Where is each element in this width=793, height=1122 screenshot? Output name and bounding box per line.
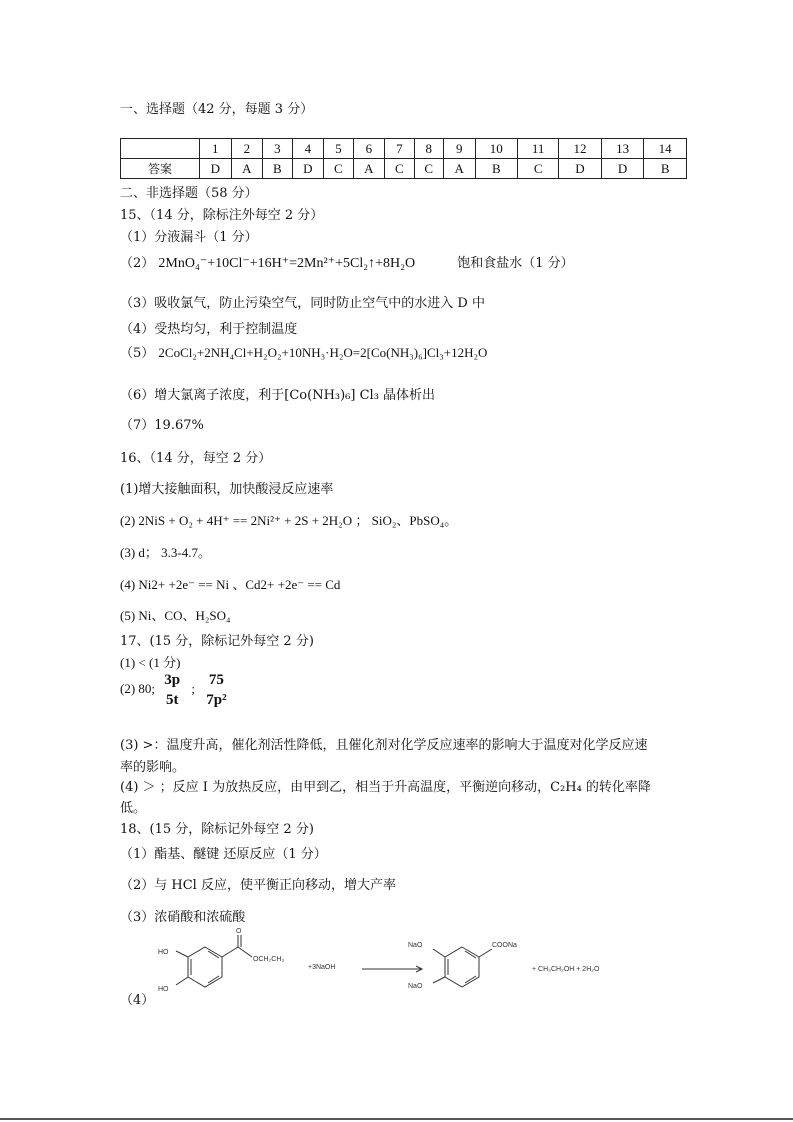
table-answer-cell: B xyxy=(475,159,518,179)
q16-answer-1: (1)增大接触面积，加快酸浸反应速率 xyxy=(120,482,334,497)
table-corner-cell xyxy=(121,139,200,159)
table-answer-cell: B xyxy=(263,159,292,179)
table-answer-cell: C xyxy=(518,159,559,179)
reactant-ho-top: HO xyxy=(158,949,169,956)
answer-table xyxy=(120,138,687,179)
product-nao-bottom: NaO xyxy=(408,983,423,990)
q17-answer-2-prefix: (2) 80; xyxy=(120,680,156,696)
q17-fraction-1-denominator: 5t xyxy=(165,692,179,708)
reactant-benzene-ring xyxy=(176,935,252,987)
table-number-cell: 13 xyxy=(601,139,644,159)
q15-answer-2-extra: 饱和食盐水（1 分） xyxy=(457,256,574,271)
table-answer-cell: D xyxy=(559,159,602,179)
table-answer-cell: D xyxy=(200,159,232,179)
table-row-answers xyxy=(121,159,687,179)
reagent-naoh: +3NaOH xyxy=(308,964,336,971)
q17-answer-4-line2: 低。 xyxy=(120,801,147,816)
q18-answer-4-number: （4） xyxy=(120,993,155,1008)
q15-answer-5-equation: 2CoCl₂+2NH₄Cl+H₂O₂+10NH₃·H₂O=2[Co(NH₃)₆]Cl₃+12H₂O xyxy=(158,345,488,360)
q18-answer-2: （2）与 HCl 反应，使平衡正向移动，增大产率 xyxy=(120,878,396,893)
q16-answer-4: (4) Ni2+ +2e⁻ == Ni 、Cd2+ +2e⁻ == Cd xyxy=(120,577,341,592)
reactant-carbonyl-o: O xyxy=(236,928,242,935)
table-number-cell: 2 xyxy=(231,139,263,159)
q15-answer-5-number: （5） xyxy=(120,346,155,361)
product-benzene-ring xyxy=(433,947,492,987)
table-label-cell: 答案 xyxy=(121,159,200,179)
table-answer-cell: A xyxy=(353,159,385,179)
q17-fraction-1-numerator: 3p xyxy=(164,672,181,688)
table-number-cell: 12 xyxy=(559,139,602,159)
q15-title: 15、（14 分，除标注外每空 2 分） xyxy=(120,208,324,223)
table-number-cell: 10 xyxy=(475,139,518,159)
table-answer-cell: C xyxy=(385,159,414,179)
q15-answer-4: （4）受热均匀，利于控制温度 xyxy=(120,322,298,337)
q16-answer-3: (3) d； 3.3-4.7。 xyxy=(120,545,211,560)
table-answer-cell: D xyxy=(292,159,324,179)
q15-answer-1: （1）分液漏斗（1 分） xyxy=(120,230,258,245)
q17-answer-3-line1: (3) >：温度升高，催化剂活性降低，且催化剂对化学反应速率的影响大于温度对化学反应速 xyxy=(120,738,648,753)
table-answer-cell: B xyxy=(644,159,687,179)
product-coona: COONa xyxy=(492,942,517,949)
q17-fraction-2-denominator: 7p² xyxy=(206,692,227,708)
table-number-cell: 5 xyxy=(324,139,353,159)
table-number-cell: 8 xyxy=(414,139,443,159)
q15-answer-6: （6）增大氯离子浓度，利于[Co(NH₃)₆] Cl₃ 晶体析出 xyxy=(120,388,436,403)
q15-answer-2-number: （2） xyxy=(120,256,155,271)
table-number-cell: 11 xyxy=(518,139,559,159)
reactant-ho-bottom: HO xyxy=(158,986,169,993)
q16-answer-5: (5) Ni、CO、H₂SO₄ xyxy=(120,608,231,623)
table-number-cell: 1 xyxy=(200,139,232,159)
q15-answer-2 xyxy=(120,252,574,272)
q18-answer-3: （3）浓硝酸和浓硫酸 xyxy=(120,910,246,925)
table-number-cell: 7 xyxy=(385,139,414,159)
q16-answer-2: (2) 2NiS + O₂ + 4H⁺ == 2Ni²⁺ + 2S + 2H₂O ； SiO₂、PbSO₄。 xyxy=(120,513,458,528)
table-number-cell: 3 xyxy=(263,139,292,159)
reaction-scheme xyxy=(150,925,670,1010)
section2-title: 二、非选择题（58 分） xyxy=(120,186,258,201)
table-number-cell: 14 xyxy=(644,139,687,159)
q17-answer-3-line2: 率的影响。 xyxy=(120,760,186,775)
q18-title: 18、(15 分，除标记外每空 2 分) xyxy=(120,822,314,837)
table-answer-cell: C xyxy=(324,159,353,179)
reactant-ester-tail: OCH₂CH₃ xyxy=(253,956,285,963)
q18-answer-1: （1）酯基、醚键 还原反应（1 分） xyxy=(120,847,327,862)
q15-answer-5 xyxy=(120,342,487,361)
q17-fraction-1 xyxy=(164,670,180,710)
table-number-cell: 4 xyxy=(292,139,324,159)
q17-fraction-separator: ; xyxy=(191,680,195,696)
q17-answer-4-line1: (4) ＞ ；反应 I 为放热反应，由甲到乙，相当于升高温度，平衡逆向移动，C₂H₄ 的转化率降 xyxy=(120,780,651,795)
table-answer-cell: A xyxy=(443,159,475,179)
product-nao-top: NaO xyxy=(408,942,423,949)
reaction-arrow xyxy=(362,966,422,972)
q17-title: 17、(15 分，除标记外每空 2 分) xyxy=(120,634,314,649)
q17-fraction-2 xyxy=(206,670,226,710)
section1-title: 一、选择题（42 分，每题 3 分） xyxy=(120,102,314,117)
byproducts: + CH₃CH₂OH + 2H₂O xyxy=(532,966,600,973)
q15-answer-7: （7）19.67% xyxy=(120,418,204,433)
q17-answer-2 xyxy=(120,670,227,710)
footer-rule xyxy=(0,1118,793,1120)
table-answer-cell: A xyxy=(231,159,263,179)
q17-fraction-2-numerator: 75 xyxy=(208,672,224,688)
q15-answer-2-equation: 2MnO₄⁻+10Cl⁻+16H⁺=2Mn²⁺+5Cl₂↑+8H₂O xyxy=(158,256,416,271)
table-number-cell: 6 xyxy=(353,139,385,159)
q16-title: 16、（14 分，每空 2 分） xyxy=(120,451,272,466)
table-answer-cell: D xyxy=(601,159,644,179)
table-row-numbers xyxy=(121,139,687,159)
q17-answer-1: (1) < (1 分) xyxy=(120,655,181,670)
table-answer-cell: C xyxy=(414,159,443,179)
table-number-cell: 9 xyxy=(443,139,475,159)
q15-answer-3: （3）吸收氯气，防止污染空气，同时防止空气中的水进入 D 中 xyxy=(120,296,485,311)
